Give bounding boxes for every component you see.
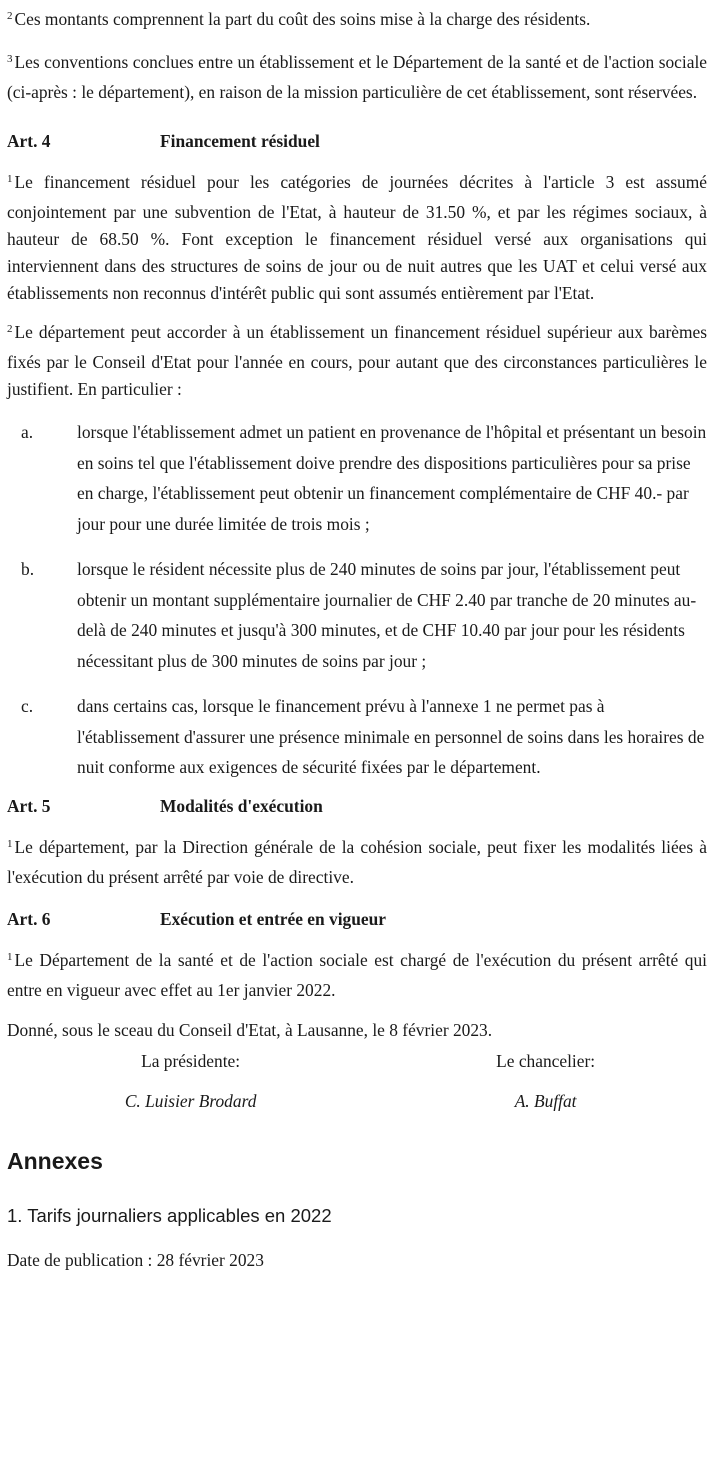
list-text: lorsque l'établissement admet un patient en provenance de l'hôpital et présentant un besoin en soins tel que l'établissement doive prendre des dispositions particulières pour sa prise en charge, l'établissement peut obtenir un financement complémentaire de CHF 40.- par jour pour une durée limitée de trois mois ; (77, 422, 707, 534)
art4-paragraph-1: $^1$ Le financement résiduel pour les catégories de journées décrites à l'article 3 est assumé conjointement par une subvention de l'Etat, à hauteur de 31.50 %, et par les régimes sociaux, à hauteur de 68.50 %. Font exception le financement résiduel versé aux organisations qui interviennent dans des structures de soins de jour ou de nuit autres que les UAT et celui versé aux établissements non reconnus d'intérêt public qui sont assumés entièrement par l'Etat. (7, 172, 707, 303)
list-text: dans certains cas, lorsque le financement prévu à l'annexe 1 ne permet pas à l'établissement d'assurer une présence minimale en personnel de soins dans les horaires de nuit conforme aux exigences de sécurité fixées par le département. (77, 696, 705, 777)
art6-paragraph-1: $^1$ Le Département de la santé et de l'action sociale est chargé de l'exécution du présent arrêté qui entre en vigueur avec effet au 1er janvier 2022. (7, 949, 707, 1000)
art3-paragraph-2: $^2$ Ces montants comprennent la part du coût des soins mise à la charge des résidents. (7, 9, 591, 29)
list-item (7, 691, 707, 783)
article-number: Art. 4 (7, 131, 51, 151)
art3-paragraph-3: $^3$ Les conventions conclues entre un établissement et le Département de la santé et de l'action sociale (ci-après : le département), en raison de la mission particulière de cet établissement, sont réservées. (7, 52, 707, 102)
president-role: La présidente: (141, 1050, 241, 1071)
paragraph-number: 2 (7, 10, 13, 22)
chancellor-role: Le chancelier: (496, 1050, 596, 1071)
art5-paragraph-1: $^1$ Le département, par la Direction générale de la cohésion sociale, peut fixer les modalités liées à l'exécution du présent arrêté par voie de directive. (7, 836, 707, 887)
art6-heading (7, 906, 707, 933)
article-title: Exécution et entrée en vigueur (160, 908, 387, 929)
paragraph-number: 1 (7, 950, 13, 963)
list-marker: b. (21, 559, 35, 579)
annexes-heading: Annexes (7, 1147, 103, 1174)
art4-list (7, 417, 707, 783)
list-text: lorsque le résident nécessite plus de 240 minutes de soins par jour, l'établissement peut obtenir un montant supplémentaire journalier de CHF 2.40 par tranche de 20 minutes au-delà de 240 minutes et jusqu'à 300 minutes, et de CHF 10.40 par jour pour les résidents nécessitant plus de 300 minutes de soins par jour ; (77, 559, 697, 671)
paragraph-number: 1 (7, 837, 13, 850)
art5-heading (7, 793, 707, 820)
paragraph-number: 3 (7, 53, 13, 65)
signature-roles (7, 1048, 707, 1075)
art4-paragraph-2: $^2$ Le département peut accorder à un établissement un financement résiduel supérieur aux barèmes fixés par le Conseil d'Etat pour l'année en cours, pour autant que des circonstances particulières le justifient. En particulier : (7, 322, 707, 399)
article-title: Financement résiduel (160, 131, 320, 151)
article-title: Modalités d'exécution (160, 795, 323, 816)
given-statement: Donné, sous le sceau du Conseil d'Etat, à Lausanne, le 8 février 2023. (7, 1019, 493, 1040)
publication-date: Date de publication : 28 février 2023 (7, 1249, 264, 1270)
document-page (7, 0, 707, 1274)
article-number: Art. 5 (7, 795, 51, 816)
list-marker: a. (21, 422, 34, 442)
art4-heading (7, 128, 707, 155)
list-marker: c. (21, 696, 34, 716)
annex-1-link[interactable]: 1. Tarifs journaliers applicables en 2022 (7, 1204, 332, 1226)
list-item (7, 554, 707, 676)
paragraph-number: 2 (7, 323, 13, 335)
president-name: C. Luisier Brodard (124, 1090, 257, 1111)
signature-names (7, 1088, 707, 1115)
article-number: Art. 6 (7, 908, 51, 929)
list-item (7, 417, 707, 539)
chancellor-name: A. Buffat (514, 1090, 577, 1111)
paragraph-number: 1 (7, 173, 13, 185)
